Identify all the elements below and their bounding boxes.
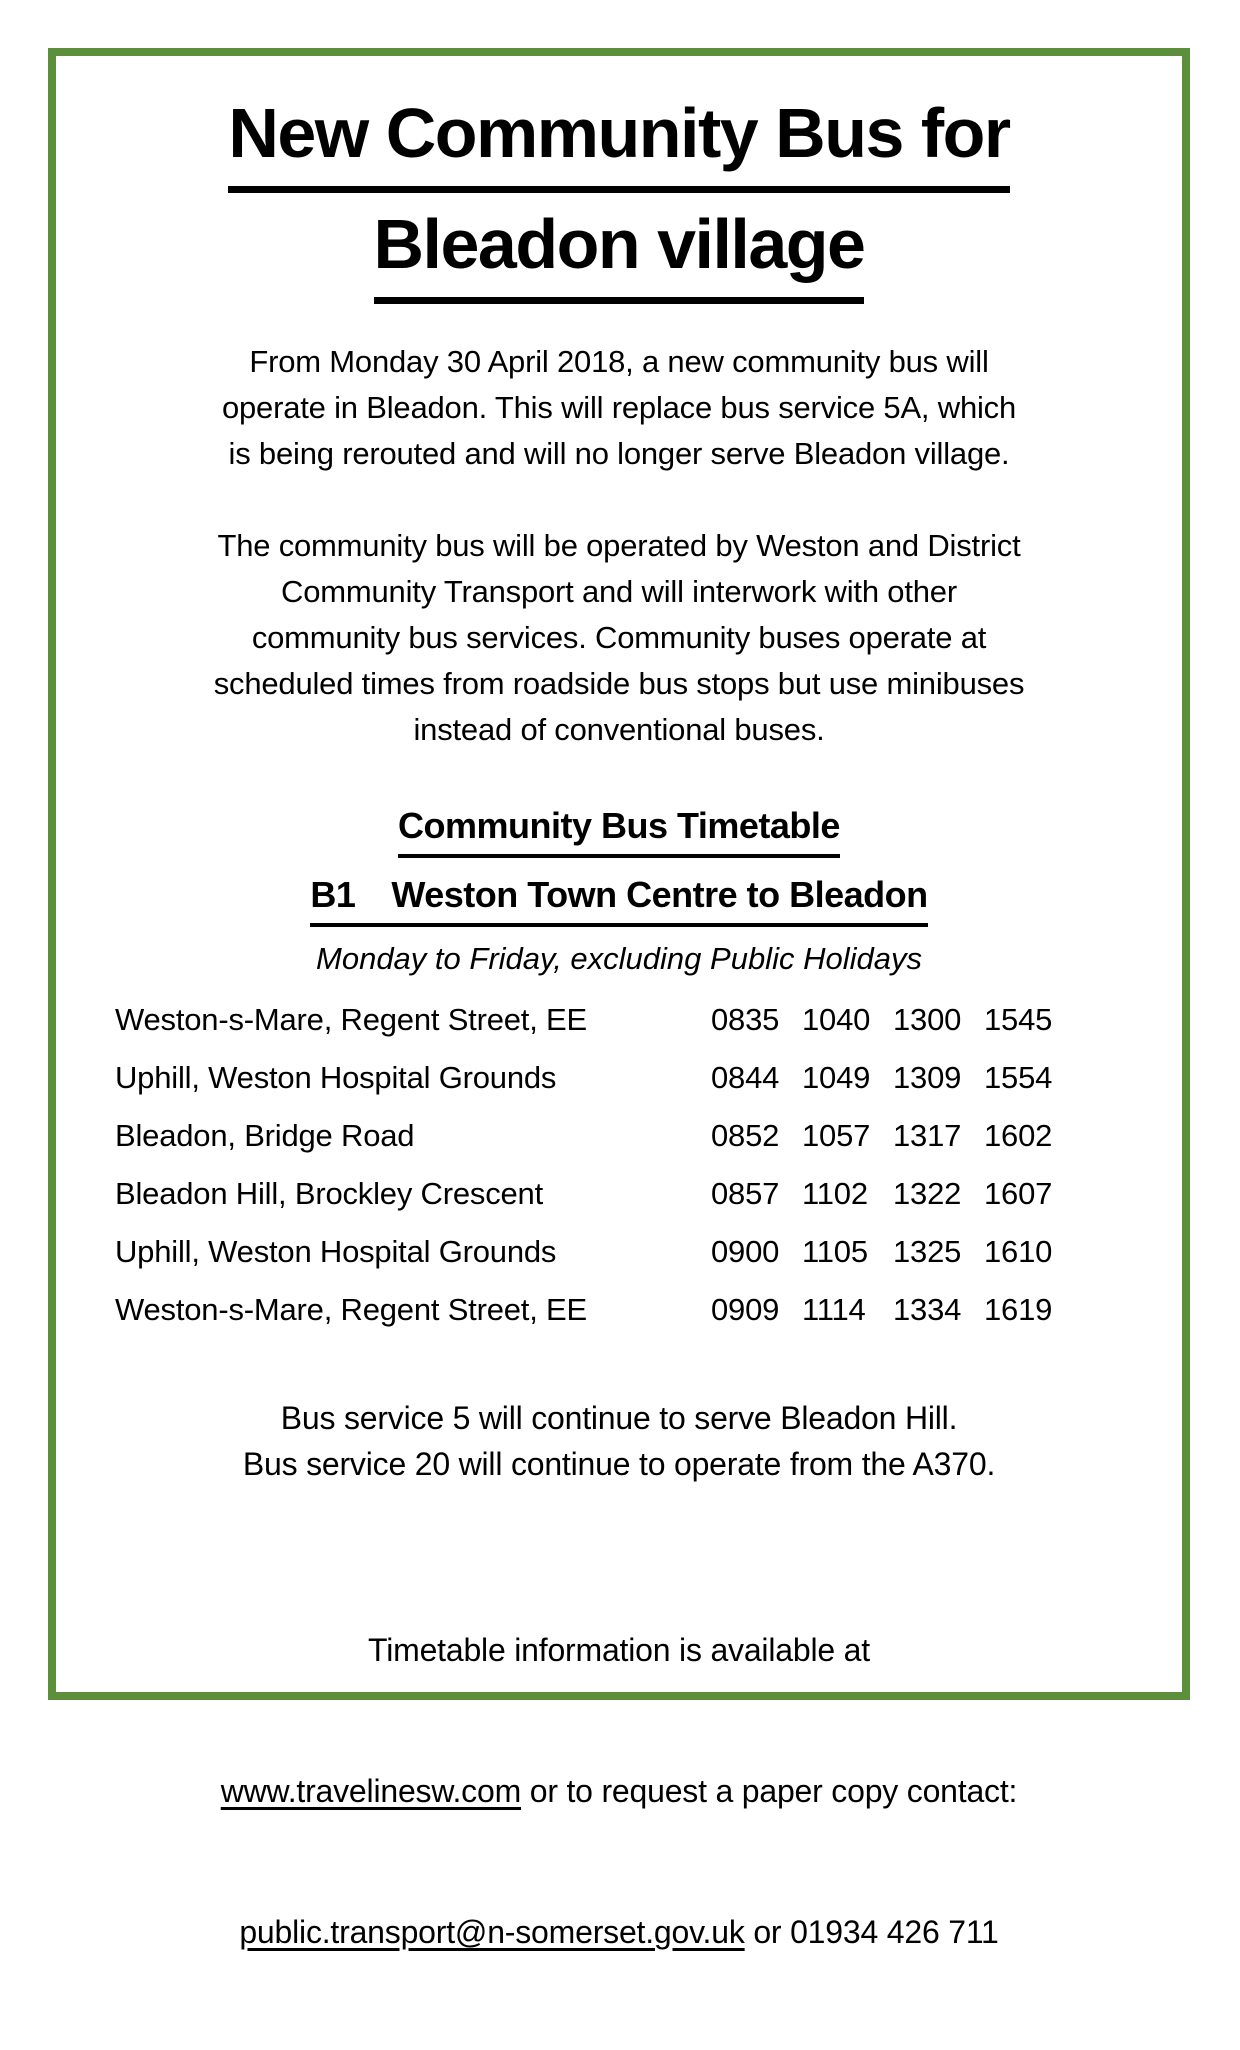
time-cell: 1554: [984, 1060, 1053, 1095]
stop-name: Uphill, Weston Hospital Grounds: [115, 1234, 557, 1269]
table-row: [56, 1107, 1182, 1165]
title-line-2: Bleadon village: [56, 193, 1182, 304]
time-cell: 1334: [893, 1292, 962, 1327]
note-line: Bus service 5 will continue to serve Bleadon Hill.: [280, 1400, 958, 1436]
contact-line-1: Timetable information is available at: [368, 1632, 870, 1668]
contact-info: [56, 1533, 1182, 2050]
time-cell: 1317: [893, 1118, 962, 1153]
time-cell: 1602: [984, 1118, 1053, 1153]
time-cell: 0909: [711, 1292, 780, 1327]
time-cell: 1049: [802, 1060, 871, 1095]
title-line-1: New Community Bus for: [56, 82, 1182, 193]
paragraph-line: From Monday 30 April 2018, a new community bus will: [249, 344, 989, 379]
service-notes: [56, 1395, 1182, 1487]
flyer-green-border-frame: [48, 48, 1190, 1950]
contact-line-3: [56, 1909, 1182, 1956]
time-cell: 1040: [802, 1002, 871, 1037]
time-cell: 1057: [802, 1118, 871, 1153]
route-code: B1: [310, 874, 356, 915]
table-row: [56, 1165, 1182, 1223]
table-row: [56, 1281, 1182, 1339]
time-cell: 1610: [984, 1234, 1053, 1269]
time-cell: 1607: [984, 1176, 1053, 1211]
time-cell: 1114: [802, 1292, 866, 1327]
time-cell: 1325: [893, 1234, 962, 1269]
flyer-title: [56, 82, 1182, 304]
paragraph-line: is being rerouted and will no longer serve Bleadon village.: [228, 436, 1010, 471]
time-cell: 1322: [893, 1176, 962, 1211]
paragraph-line: scheduled times from roadside bus stops but use minibuses: [213, 666, 1025, 701]
time-cell: 0900: [711, 1234, 780, 1269]
intro-paragraph-2: [56, 523, 1182, 753]
table-row: [56, 1049, 1182, 1107]
time-cell: 0835: [711, 1002, 780, 1037]
table-row: [56, 1223, 1182, 1281]
time-cell: 1545: [984, 1002, 1053, 1037]
time-cell: 1300: [893, 1002, 962, 1037]
stop-name: Weston-s-Mare, Regent Street, EE: [115, 1292, 587, 1327]
traveline-website-link[interactable]: www.travelinesw.com: [220, 1773, 522, 1809]
intro-paragraph-1: [56, 339, 1182, 477]
time-cell: 1619: [984, 1292, 1053, 1327]
time-cell: 0852: [711, 1118, 780, 1153]
paragraph-line: operate in Bleadon. This will replace bus service 5A, which: [221, 390, 1017, 425]
stop-name: Uphill, Weston Hospital Grounds: [115, 1060, 557, 1095]
route-heading: [56, 870, 1182, 927]
paragraph-line: The community bus will be operated by Weston and District: [217, 528, 1021, 563]
time-cell: 1105: [802, 1234, 868, 1269]
time-cell: 1309: [893, 1060, 962, 1095]
note-line: Bus service 20 will continue to operate from the A370.: [242, 1446, 996, 1482]
timetable: [56, 991, 1182, 1339]
stop-name: Bleadon Hill, Brockley Crescent: [115, 1176, 543, 1211]
stop-name: Bleadon, Bridge Road: [115, 1118, 415, 1153]
contact-line-2: [56, 1768, 1182, 1815]
timetable-heading: Community Bus Timetable: [56, 801, 1182, 858]
public-transport-email-link[interactable]: public.transport@n-somerset.gov.uk: [239, 1914, 745, 1950]
paragraph-line: Community Transport and will interwork with other: [281, 574, 957, 609]
table-row: [56, 991, 1182, 1049]
contact-line-2-text: or to request a paper copy contact:: [521, 1773, 1018, 1809]
stop-name: Weston-s-Mare, Regent Street, EE: [115, 1002, 587, 1037]
time-cell: 0857: [711, 1176, 780, 1211]
days-of-operation-note: Monday to Friday, excluding Public Holidays: [316, 941, 922, 976]
time-cell: 0844: [711, 1060, 780, 1095]
paragraph-line: community bus services. Community buses operate at: [251, 620, 987, 655]
route-name: Weston Town Centre to Bleadon: [391, 874, 928, 915]
paragraph-line: instead of conventional buses.: [413, 712, 825, 747]
contact-line-3-text: or 01934 426 711: [744, 1914, 999, 1950]
time-cell: 1102: [802, 1176, 868, 1211]
